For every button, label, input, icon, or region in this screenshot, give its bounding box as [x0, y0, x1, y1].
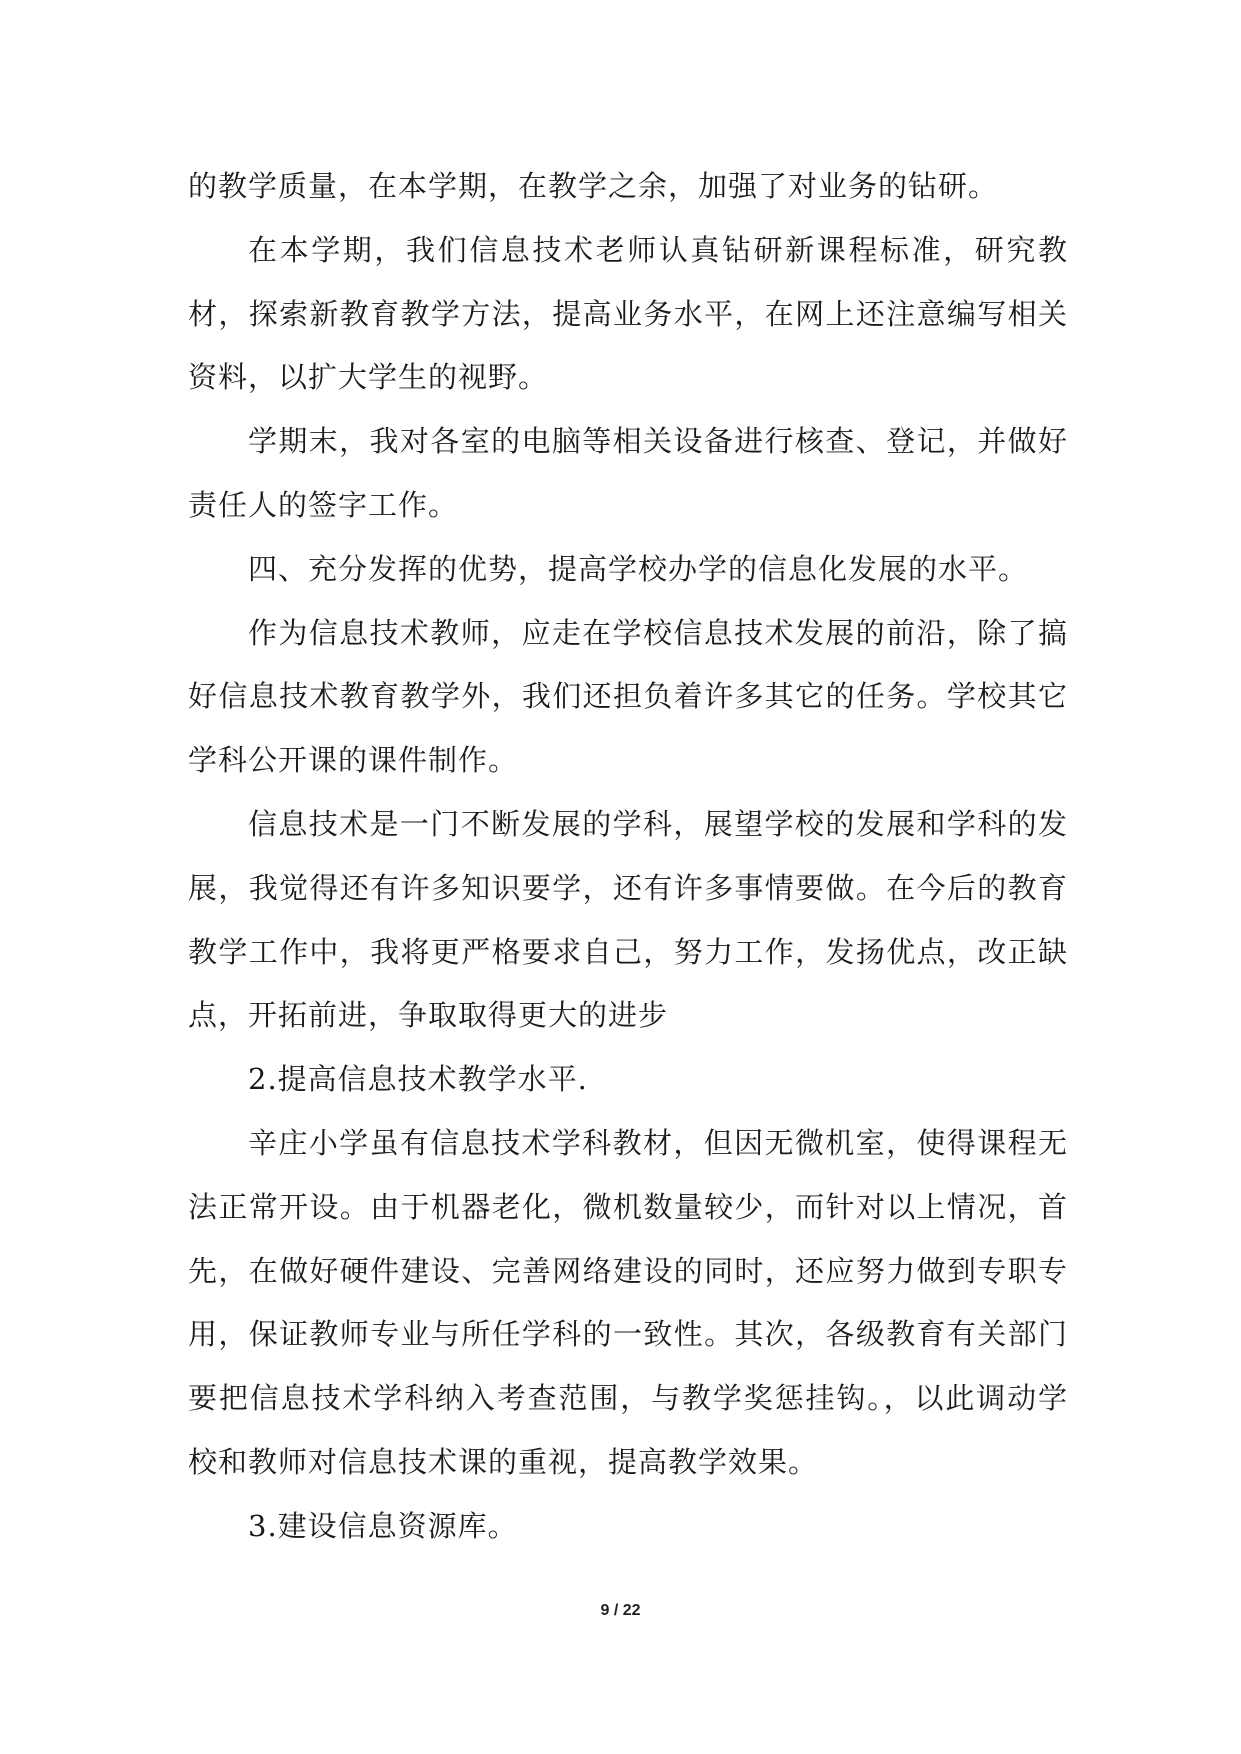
- subheading-three: 3.建设信息资源库。: [248, 1508, 518, 1543]
- paragraph-equipment-check: 学期末，我对各室的电脑等相关设备进行核查、登记，并做好责任人的签字工作。: [188, 424, 1068, 522]
- paragraph-continuation: 的教学质量，在本学期，在教学之余，加强了对业务的钻研。: [188, 169, 999, 203]
- paragraph-research: 在本学期，我们信息技术老师认真钻研新课程标准，研究教材，探索新教育教学方法，提高业务水平，在网上还注意编写相关资料，以扩大学生的视野。: [188, 232, 1068, 395]
- paragraph-xinzhuang-school: 辛庄小学虽有信息技术学科教材，但因无微机室，使得课程无法正常开设。由于机器老化，微机数量较少，而针对以上情况，首先，在做好硬件建设、完善网络建设的同时，还应努力做到专职专用，保证教师专业与所任学科的一致性。其次，各级教育有关部门要把信息技术学科纳入考查范围，与教学奖惩挂钩。，以此调动学校和教师对信息技术课的重视，提高教学效果。: [188, 1125, 1068, 1479]
- subheading-two: 2.提高信息技术教学水平.: [248, 1062, 588, 1097]
- paragraph-outlook: 信息技术是一门不断发展的学科，展望学校的发展和学科的发展，我觉得还有许多知识要学，还有许多事情要做。在今后的教育教学工作中，我将更严格要求自己，努力工作，发扬优点，改正缺点，开拓前进，争取取得更大的进步: [188, 806, 1068, 1033]
- page-number: 9 / 22: [600, 1602, 641, 1619]
- paragraph-teacher-role: 作为信息技术教师，应走在学校信息技术发展的前沿，除了搞好信息技术教育教学外，我们还担负着许多其它的任务。学校其它学科公开课的课件制作。: [188, 615, 1068, 778]
- section-heading-four: 四、充分发挥的优势，提高学校办学的信息化发展的水平。: [248, 551, 1029, 586]
- document-body: [188, 155, 1068, 1559]
